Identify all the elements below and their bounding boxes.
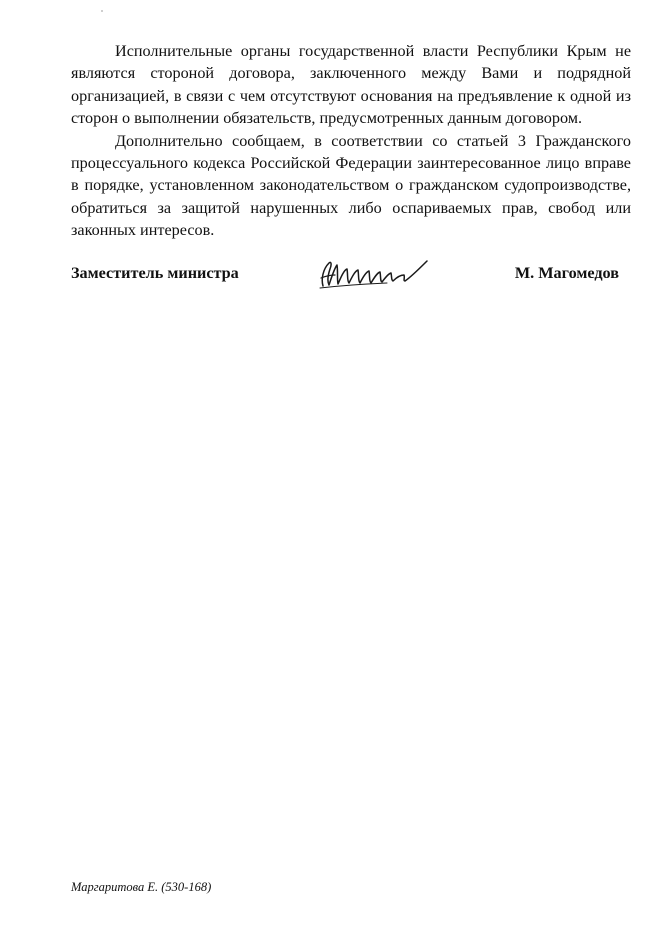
letter-body: [71, 40, 631, 242]
paragraph: Исполнительные органы государственной власти Республики Крым не являются стороной договора, заключенного между Вами и подрядной организацией, в связи с чем отсутствуют основания на предъявление к одной из сторон о выполнении обязательств, предусмотренных данным договором.: [71, 42, 631, 128]
signature-block: [71, 262, 631, 292]
signatory-name: М. Магомедов: [514, 264, 619, 282]
executor-note: Маргаритова Е. (530-168): [71, 880, 212, 894]
signatory-title: Заместитель министра: [71, 264, 239, 282]
paragraph: Дополнительно сообщаем, в соответствии со статьей 3 Гражданского процессуального кодекса Российской Федерации заинтересованное лицо вправе в порядке, установленном законодательством о гражданском судопроизводстве, обратиться за защитой нарушенных либо оспариваемых прав, свобод или законных интересов.: [71, 131, 631, 240]
scan-speck: [101, 10, 103, 12]
handwritten-signature: [317, 255, 429, 291]
